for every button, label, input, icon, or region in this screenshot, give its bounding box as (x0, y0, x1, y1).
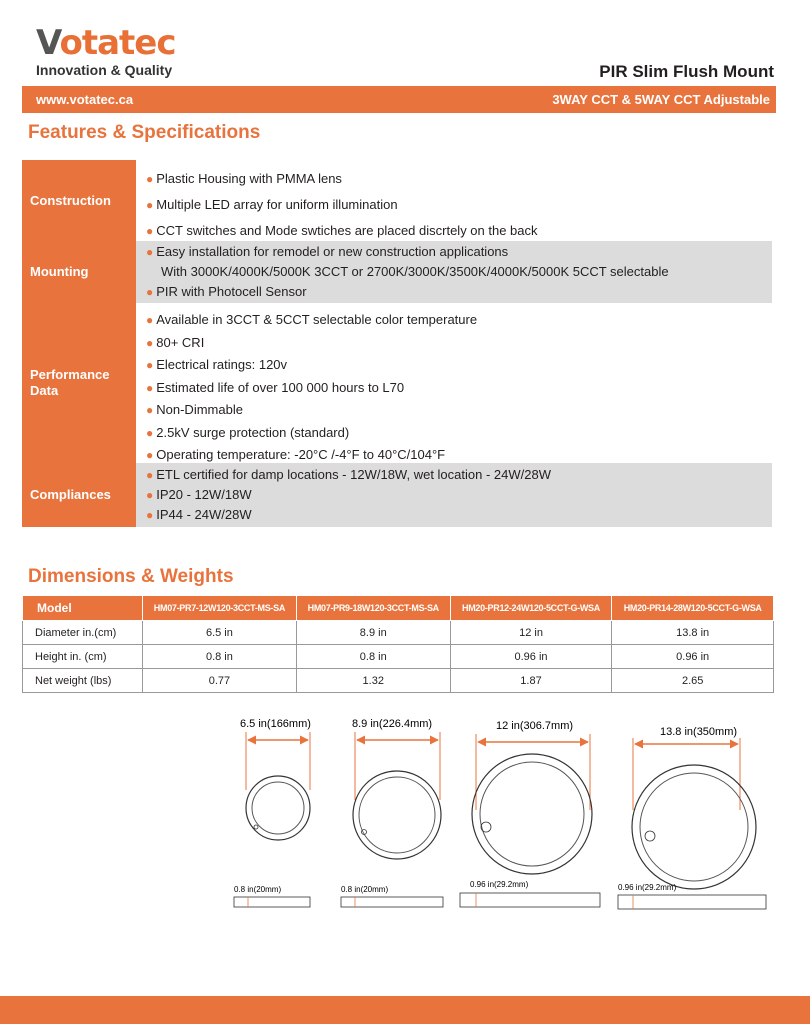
bullet-icon: ● (146, 198, 154, 212)
feature-item: ● Non-Dimmable (146, 402, 243, 417)
feature-item: ● IP44 - 24W/28W (146, 507, 252, 522)
feature-item: ● 80+ CRI (146, 334, 205, 350)
feature-body (136, 463, 772, 527)
feature-body (136, 241, 772, 303)
height-label: 0.8 in(20mm) (341, 885, 389, 894)
column-header: HM20-PR12-24W120-5CCT-G-WSA (450, 596, 612, 621)
height-label: 0.8 in(20mm) (234, 885, 282, 894)
table-row (23, 621, 774, 645)
bullet-icon: ● (146, 425, 154, 440)
table-cell: 0.8 in (296, 645, 450, 669)
sensor-icon (481, 822, 491, 832)
diameter-label: 6.5 in(166mm) (240, 718, 311, 730)
feature-label: Compliances (22, 463, 136, 527)
bullet-icon: ● (146, 172, 154, 186)
website-link[interactable]: www.votatec.ca (36, 92, 134, 107)
diameter-label: 13.8 in(350mm) (660, 726, 738, 738)
column-header: Model (23, 596, 143, 621)
bullet-icon: ● (146, 285, 154, 299)
feature-item: ● CCT switches and Mode swtiches are placed discrtely on the back (146, 223, 538, 238)
feature-item: ● Estimated life of over 100 000 hours to L70 (146, 379, 405, 395)
table-header-row (23, 596, 774, 621)
sensor-icon (645, 831, 655, 841)
row-label: Diameter in.(cm) (23, 621, 143, 645)
fixture-outline (353, 771, 441, 859)
table-cell: 0.8 in (143, 645, 297, 669)
feature-body (136, 303, 772, 463)
fixture-drawing-3 (460, 720, 600, 907)
feature-item: With 3000K/4000K/5000K 3CCT or 2700K/3000K/3500K/4000K/5000K 5CCT selectable (161, 264, 669, 279)
dimensions-heading: Dimensions & Weights (28, 566, 234, 587)
profile-view (234, 897, 310, 907)
dimensions-table (22, 595, 774, 693)
feature-item: ● 2.5kV surge protection (standard) (146, 424, 350, 440)
diameter-label: 8.9 in(226.4mm) (352, 718, 433, 730)
bullet-icon: ● (146, 488, 154, 502)
feature-item: ● Plastic Housing with PMMA lens (146, 171, 342, 186)
dimension-drawings (0, 700, 810, 930)
table-cell: 2.65 (612, 669, 774, 693)
logo-wordmark: Votatec (36, 23, 176, 63)
bullet-icon: ● (146, 313, 154, 327)
feature-body (136, 160, 772, 241)
table-cell: 0.96 in (612, 645, 774, 669)
column-header: HM07-PR9-18W120-3CCT-MS-SA (296, 596, 450, 621)
feature-row-mounting (22, 241, 772, 303)
fixture-outline (472, 754, 592, 874)
column-header: HM07-PR7-12W120-3CCT-MS-SA (143, 596, 297, 621)
fixture-lens (480, 762, 584, 866)
table-cell: 13.8 in (612, 621, 774, 645)
profile-view (460, 893, 600, 907)
features-heading: Features & Specifications (28, 122, 261, 143)
feature-row-compliances (22, 463, 772, 527)
bullet-icon: ● (146, 335, 154, 350)
height-label: 0.96 in(29.2mm) (470, 880, 529, 889)
table-row (23, 645, 774, 669)
feature-label: Construction (22, 160, 136, 241)
table-cell: 6.5 in (143, 621, 297, 645)
table-cell: 0.96 in (450, 645, 612, 669)
bullet-icon: ● (146, 508, 154, 522)
features-table (22, 160, 772, 527)
fixture-outline (246, 776, 310, 840)
feature-row-construction (22, 160, 772, 241)
feature-row-performance (22, 303, 772, 463)
feature-item: ● PIR with Photocell Sensor (146, 284, 307, 299)
bullet-icon: ● (146, 448, 154, 462)
feature-item: ● Multiple LED array for uniform illumination (146, 197, 398, 212)
height-label: 0.96 in(29.2mm) (618, 883, 677, 892)
fixture-lens (252, 782, 304, 834)
feature-item: ● ETL certified for damp locations - 12W/18W, wet location - 24W/28W (146, 467, 551, 482)
footer-bar (0, 996, 810, 1024)
fixture-lens (640, 773, 748, 881)
fixture-drawing-4 (618, 726, 766, 909)
brand-logo (36, 24, 176, 78)
feature-item: ● Available in 3CCT & 5CCT selectable color temperature (146, 312, 478, 327)
table-cell: 1.32 (296, 669, 450, 693)
table-cell: 0.77 (143, 669, 297, 693)
fixture-outline (632, 765, 756, 889)
table-row (23, 669, 774, 693)
fixture-drawing-2 (341, 718, 443, 907)
feature-item: ● Electrical ratings: 120v (146, 357, 288, 372)
column-header: HM20-PR14-28W120-5CCT-G-WSA (612, 596, 774, 621)
table-cell: 1.87 (450, 669, 612, 693)
row-label: Net weight (lbs) (23, 669, 143, 693)
diameter-label: 12 in(306.7mm) (496, 720, 574, 732)
table-cell: 12 in (450, 621, 612, 645)
table-cell: 8.9 in (296, 621, 450, 645)
bullet-icon: ● (146, 224, 154, 238)
fixture-drawing-1 (234, 718, 311, 907)
page-title: PIR Slim Flush Mount (599, 62, 774, 81)
page-subtitle: 3WAY CCT & 5WAY CCT Adjustable (552, 92, 770, 107)
profile-view (618, 895, 766, 909)
feature-label: Mounting (22, 241, 136, 303)
feature-item: ● IP20 - 12W/18W (146, 487, 252, 502)
bullet-icon: ● (146, 403, 154, 417)
row-label: Height in. (cm) (23, 645, 143, 669)
fixture-lens (359, 777, 435, 853)
bullet-icon: ● (146, 358, 154, 372)
feature-item: ● Easy installation for remodel or new construction applications (146, 244, 509, 259)
header-band (22, 86, 776, 113)
logo-tagline: Innovation & Quality (36, 62, 173, 78)
bullet-icon: ● (146, 380, 154, 395)
bullet-icon: ● (146, 468, 154, 482)
sensor-icon (254, 825, 258, 829)
bullet-icon: ● (146, 245, 154, 259)
feature-item: ● Operating temperature: -20°C /-4°F to 40°C/104°F (146, 447, 446, 462)
profile-view (341, 897, 443, 907)
feature-label: Performance Data (22, 303, 136, 463)
